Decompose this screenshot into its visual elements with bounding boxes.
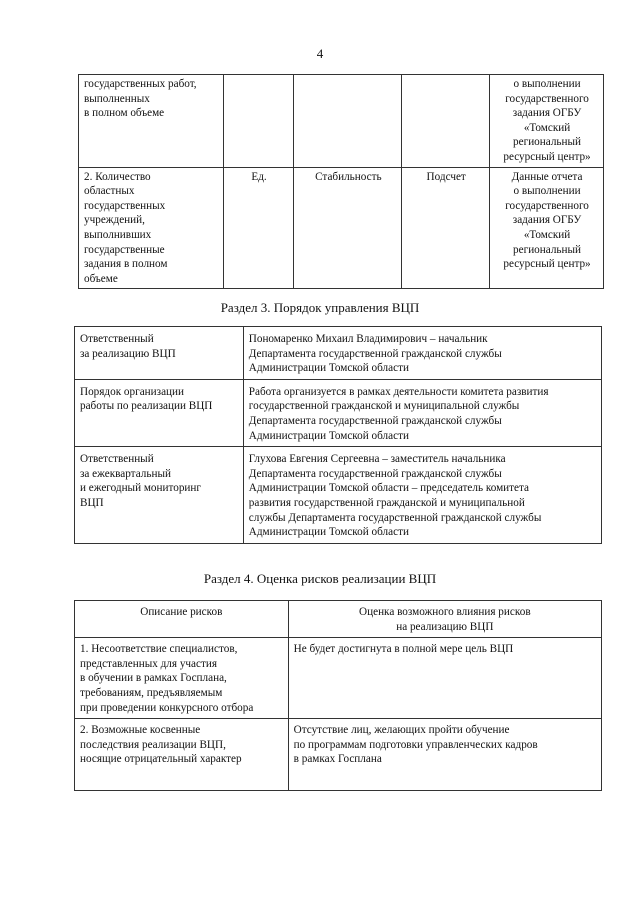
unit-cell: Ед. [223, 167, 294, 289]
management-table [74, 326, 602, 544]
label-cell: Ответственный за реализацию ВЦП [75, 327, 244, 380]
source-cell: Данные отчета о выполнении государственного задания ОГБУ «Томский региональный ресурсный центр» [490, 167, 604, 289]
risks-table [74, 600, 602, 791]
table-row [75, 327, 602, 380]
table-header-row [75, 601, 602, 638]
table-row [79, 167, 604, 289]
method-cell: Подсчет [402, 167, 490, 289]
risk-cell: 2. Возможные косвенные последствия реализации ВЦП, носящие отрицательный характер [75, 719, 289, 791]
header-risks: Описание рисков [75, 601, 289, 638]
value-cell: Пономаренко Михаил Владимирович – начальник Департамента государственной гражданской службы Администрации Томской области [243, 327, 601, 380]
label-cell: Ответственный за ежеквартальный и ежегодный мониторинг ВЦП [75, 447, 244, 544]
page-number: 4 [316, 46, 324, 61]
dynamics-cell: Стабильность [294, 167, 402, 289]
indicator-cell: 2. Количество областных государственных учреждений, выполнивших государственные задания в полном объеме [79, 167, 224, 289]
table-row [79, 75, 604, 168]
section-4-title: Раздел 4. Оценка рисков реализации ВЦП [203, 571, 437, 586]
label-cell: Порядок организации работы по реализации ВЦП [75, 379, 244, 446]
source-cell: о выполнении государственного задания ОГБУ «Томский региональный ресурсный центр» [490, 75, 604, 168]
table-row [75, 379, 602, 446]
unit-cell [223, 75, 294, 168]
indicators-table-continued [78, 74, 604, 289]
table-row [75, 638, 602, 719]
impact-cell: Не будет достигнута в полной мере цель ВЦП [288, 638, 601, 719]
section-3-title: Раздел 3. Порядок управления ВЦП [220, 300, 420, 315]
value-cell: Работа организуется в рамках деятельности комитета развития государственной гражданской и муниципальной службы Департамента государственной гражданской службы Администрации Томской области [243, 379, 601, 446]
table-row [75, 447, 602, 544]
impact-cell: Отсутствие лиц, желающих пройти обучение по программам подготовки управленческих кадров в рамках Госплана [288, 719, 601, 791]
header-impact: Оценка возможного влияния рисков на реализацию ВЦП [288, 601, 601, 638]
value-cell: Глухова Евгения Сергеевна – заместитель начальника Департамента государственной гражданской службы Администрации Томской области – председатель комитета развития государственной гражданской и муниципальной службы Департамента государственной гражданской службы Администрации Томской области [243, 447, 601, 544]
method-cell [402, 75, 490, 168]
table-row [75, 719, 602, 791]
dynamics-cell [294, 75, 402, 168]
indicator-cell: государственных работ, выполненных в полном объеме [79, 75, 224, 168]
risk-cell: 1. Несоответствие специалистов, представленных для участия в обучении в рамках Госплана, требованиям, предъявляемым при проведении конкурсного отбора [75, 638, 289, 719]
